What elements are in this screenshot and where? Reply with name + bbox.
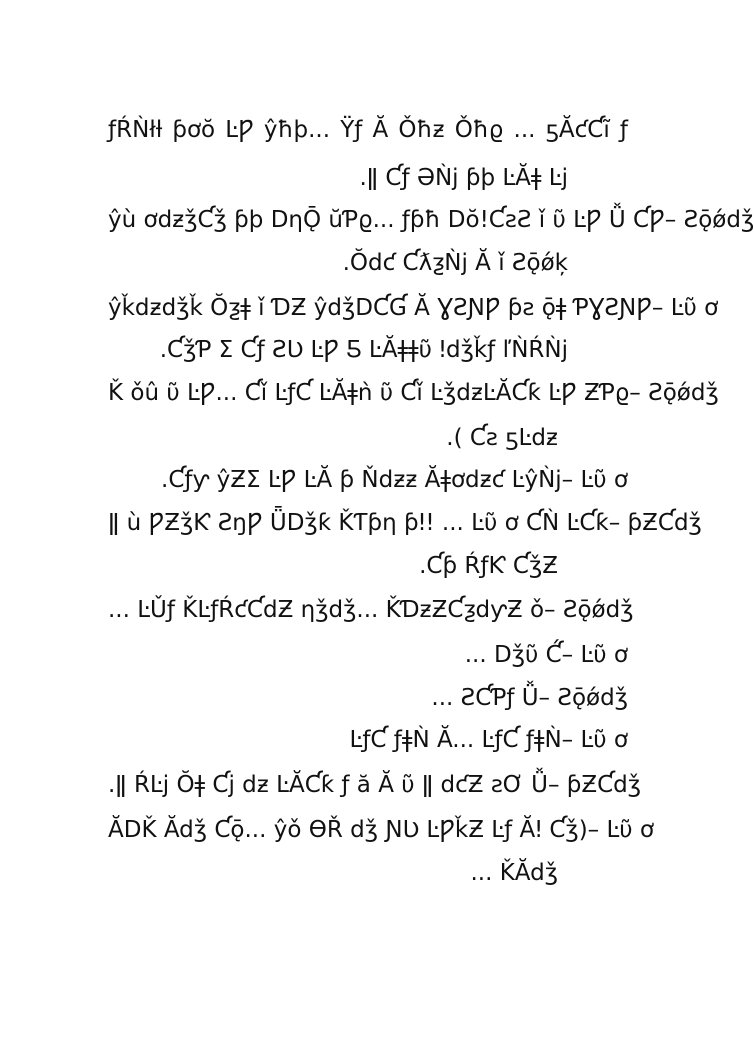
text-line: .Ƈƥ ŔƒƘ ƇǯƵ (419, 553, 558, 579)
text-line: .Ŏdƈ ƇƛƺǸϳ Ă ǐ Ƨǭǿķ (342, 250, 568, 276)
text-line: ... ƧƇƤƒ Ǚ– Ƨǭǿdǯ (431, 685, 628, 711)
text-line: ƒŔǸłƚ ƥơŏ ĿǷ ŷħϸ... Ÿƒ Ă Ǒħƶ Ǒħϱ ... ƽĂƈƇĩ ƒ (108, 117, 628, 143)
text-line: .Ƈƒƴ ŷƵƩ ĿǷ ĿĂ ƥ Ňdƶƶ Ăǂơdƶƈ ĿŷǸϳ– Ŀῦ ơ (161, 467, 628, 493)
text-line: .ǁ Ƈƒ ƏǸϳ ƥϸ ĿĂǂ Ŀϳ (359, 165, 568, 191)
text-line: ǁ ù ǷƵǯƘ ƧŋǷ ǕDǯƙ ǨƬƥƞ ƥǃ! ... Ŀῦ ơ ƇǸ ĿƇƙ– ƥƵƇdǯ (108, 510, 702, 536)
text-line: .ƇǯƤ Ʃ Ƈƒ ƧƲ ĿǷ Ƽ ĿĂǂǂῦ ǃdǯǩƒ ľǸŔǸϳ (159, 337, 568, 363)
text-line: ŷǩdƶdǯǩ Ŏƺǂ ǐ ƊƵ ŷdǯDƇƓ Ă ƔƧƝǷ ƥƨ ǭǂ ƤƔƧƝǷ– Ŀῦ ơ (108, 295, 719, 321)
text-line: ... ǨĂdǯ (470, 860, 558, 886)
text-line: ... Dǯῦ Ƈ́– Ŀῦ ơ (464, 642, 628, 668)
text-line: .ǁ ŔĿϳ Ŏǂ Ƈϳ dƶ ĿĂƇƙ ƒ ă Ă ῦ ǁ dƈƵ ƨƠ Ǚ– ƥƵƇdǯ (108, 772, 642, 798)
text-line: Ǩ ǒû ῦ ĿǷ... Ƈǐ ĿƒƇ ĿĂǂǹ ῦ Ƈǐ ĿǯdƶĿĂƇƙ ĿǷ ƵƤϱ– Ƨǭǿdǯ (108, 380, 719, 406)
text-line: .( Ƈƨ ƽĿdƶ (446, 425, 558, 451)
text-line: ŷù ơdƶǯƇǯ ƥϸ DƞǬ ŭƤϱ... ƒƥħ Dŏ!ƇƨƧ ǐ ῦ ĿǷ Ǚ ƇǷ– Ƨǭǿdǯ (108, 207, 754, 233)
text-line: ... ĿǓƒ ǨĿƒŔƈƇdƵ ƞǯdǯ... ǨƊƶƵƇƺdƴƵ ǒ– Ƨǭǿdǯ (108, 597, 634, 623)
text-line: ĂDǨ Ădǯ Ƈǭ... ŷǒ ƟŘ dǯ ƝƲ ĿǷǩƵ Ŀƒ Ăǃ Ƈǯ)– Ŀῦ ơ (108, 817, 655, 843)
text-line: ĿƒƇ ƒǂǸ Ă... ĿƒƇ ƒǂǸ– Ŀῦ ơ (349, 727, 628, 753)
